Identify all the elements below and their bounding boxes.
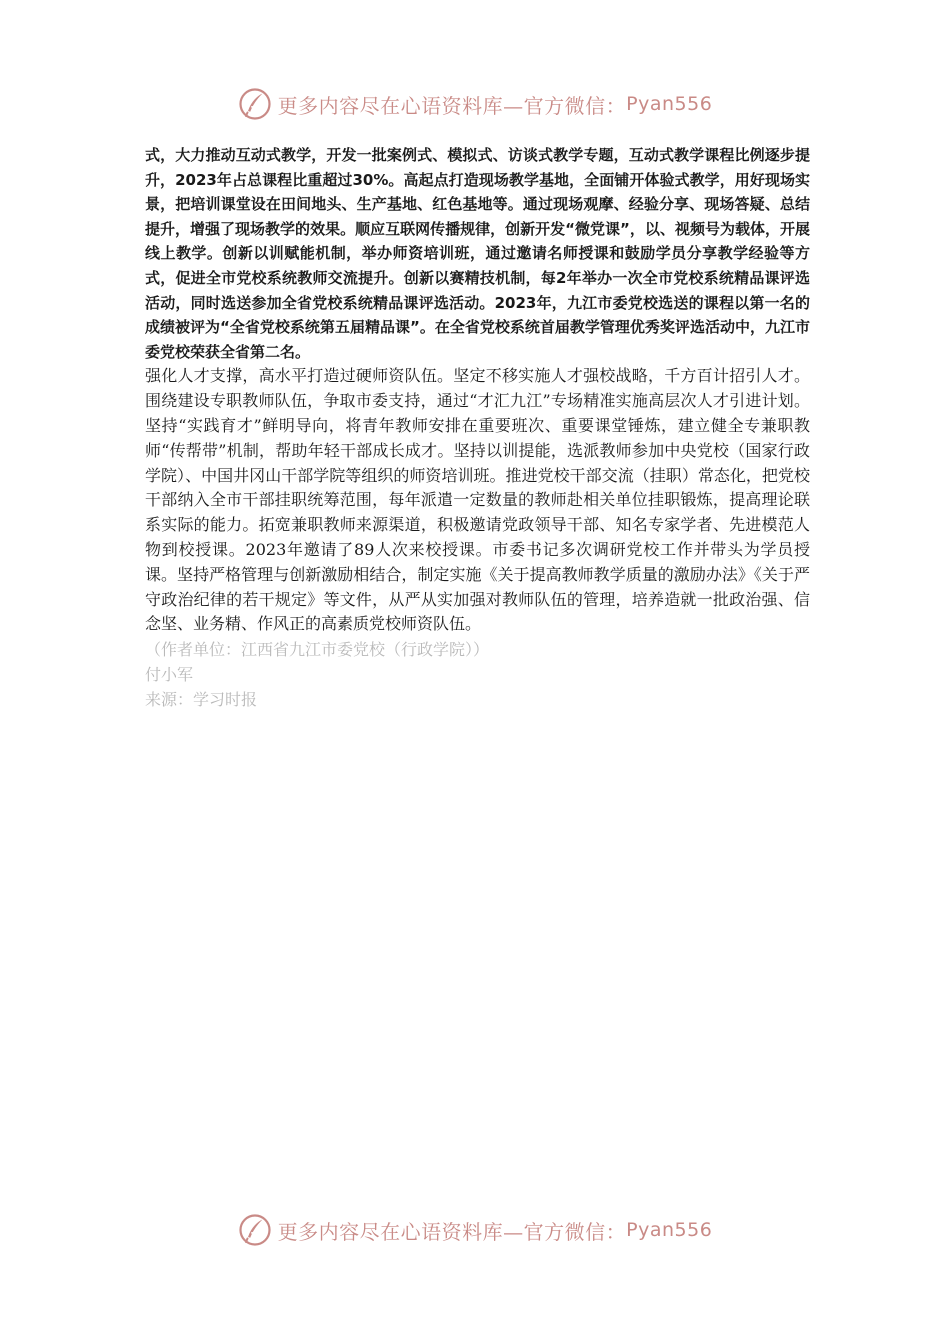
article-paragraph-2: 强化人才支撑，高水平打造过硬师资队伍。坚定不移实施人才强校战略，千方百计招引人才。围绕建设专职教师队伍，争取市委支持，通过“才汇九江”专场精准实施高层次人才引进计划。坚持“实践育才”鲜明导向，将青年教师安排在重要班次、重要课堂锤炼，建立健全专兼职教师“传帮带”机制，帮助年轻干部成长成才。坚持以训提能，选派教师参加中央党校（国家行政学院）、中国井冈山干部学院等组织的师资培训班。推进党校干部交流（挂职）常态化，把党校干部纳入全市干部挂职统筹范围，每年派遣一定数量的教师赴相关单位挂职锻炼，提高理论联系实际的能力。拓宽兼职教师来源渠道，积极邀请党政领导干部、知名专家学者、先进模范人物到校授课。2023年邀请了89人次来校授课。市委书记多次调研党校工作并带头为学员授课。坚持严格管理与创新激励相结合，制定实施《关于提高教师教学质量的激励办法》《关于严守政治纪律的若干规定》等文件，从严从实加强对教师队伍的管理，培养造就一批政治强、信念坚、业务精、作风正的高素质党校师资队伍。 xyxy=(145,366,810,634)
banner-wechat-id: Pyan556 xyxy=(626,93,713,115)
author-unit: （作者单位：江西省九江市委党校（行政学院）） xyxy=(145,640,490,660)
footer-watermark-banner xyxy=(0,1210,950,1250)
article-source: 来源：学习时报 xyxy=(145,690,258,710)
quill-pen-logo-icon xyxy=(238,1213,272,1247)
banner-wechat-id: Pyan556 xyxy=(626,1219,713,1241)
quill-pen-logo-icon xyxy=(238,87,272,121)
article-paragraph-1: 式，大力推动互动式教学，开发一批案例式、模拟式、访谈式教学专题，互动式教学课程比例逐步提升，2023年占总课程比重超过30%。高起点打造现场教学基地，全面铺开体验式教学，用好现场实景，把培训课堂设在田间地头、生产基地、红色基地等。通过现场观摩、经验分享、现场答疑、总结提升，增强了现场教学的效果。顺应互联网传播规律，创新开发“微党课”，以、视频号为载体，开展线上教学。创新以训赋能机制，举办师资培训班，通过邀请名师授课和鼓励学员分享教学经验等方式，促进全市党校系统教师交流提升。创新以赛精技机制，每2年举办一次全市党校系统精品课评选活动，同时选送参加全省党校系统精品课评选活动。2023年，九江市委党校选送的课程以第一名的成绩被评为“全省党校系统第五届精品课”。在全省党校系统首届教学管理优秀奖评选活动中，九江市委党校荣获全省第二名。 xyxy=(145,146,810,361)
header-watermark-banner xyxy=(0,84,950,124)
article-body xyxy=(145,143,810,712)
banner-text: 更多内容尽在心语资料库—官方微信： xyxy=(277,93,627,118)
banner-text: 更多内容尽在心语资料库—官方微信： xyxy=(277,1219,627,1244)
author-name: 付小军 xyxy=(145,665,194,685)
